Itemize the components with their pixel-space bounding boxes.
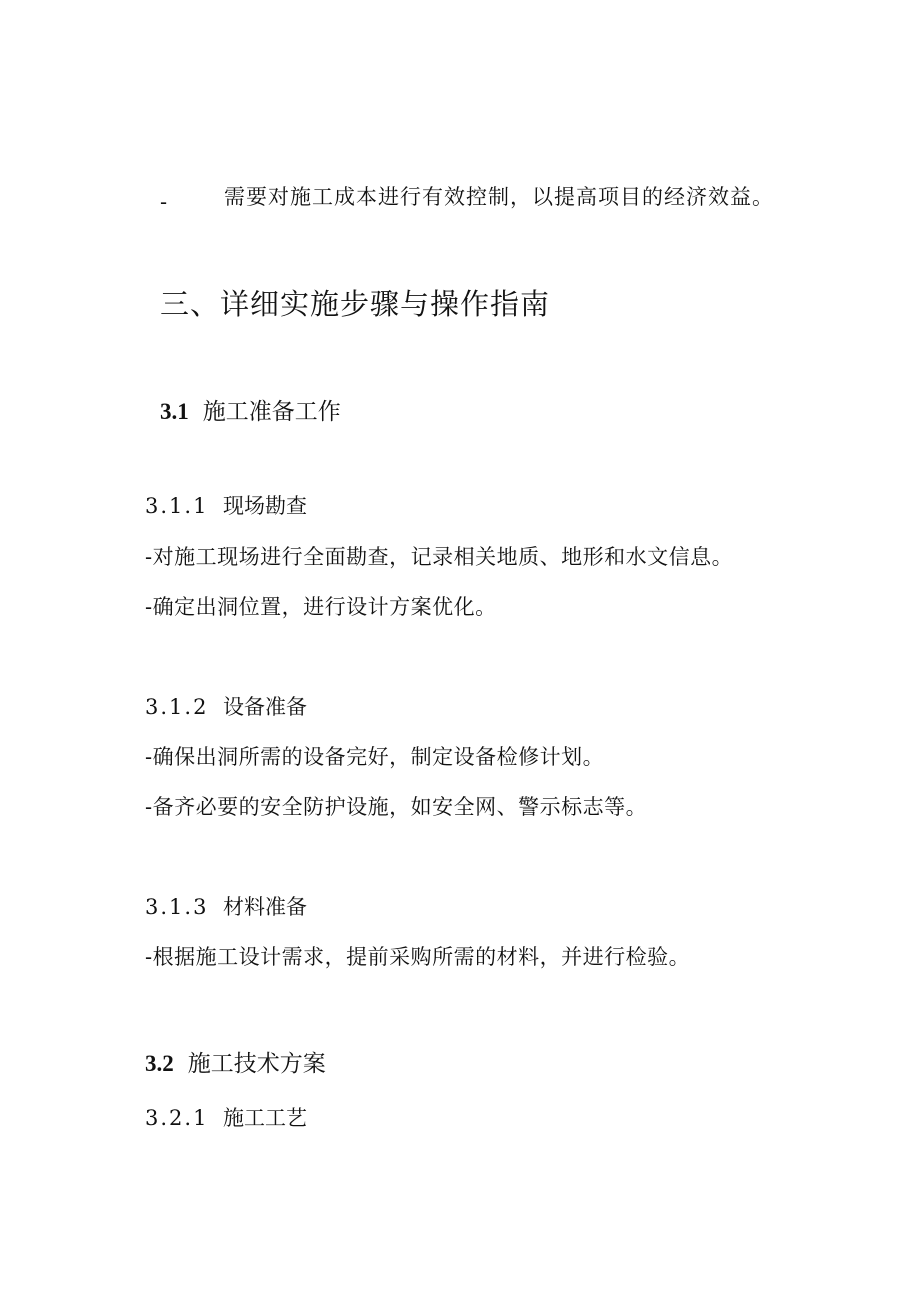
heading-title: 施工技术方案 <box>187 1051 326 1077</box>
subsection-heading-3-2 <box>145 1052 326 1076</box>
heading-number: 3.2 <box>145 1051 174 1076</box>
subsection-heading-3-1 <box>160 400 341 424</box>
subsubsection-heading-3-1-2 <box>145 697 307 718</box>
heading-title: 施工工艺 <box>223 1106 307 1130</box>
list-item: -确定出洞位置，进行设计方案优化。 <box>145 595 497 619</box>
heading-number: 3.1.1 <box>145 494 209 518</box>
heading-number: 3.2.1 <box>145 1106 209 1130</box>
bullet-dash: - <box>160 190 168 214</box>
heading-title: 材料准备 <box>223 895 307 919</box>
intro-paragraph: 需要对施工成本进行有效控制，以提高项目的经济效益。 <box>224 185 774 209</box>
list-item: -对施工现场进行全面勘查，记录相关地质、地形和水文信息。 <box>145 545 734 569</box>
heading-title: 现场勘查 <box>223 494 307 518</box>
subsubsection-heading-3-1-3 <box>145 897 307 918</box>
heading-title: 设备准备 <box>223 695 307 719</box>
subsubsection-heading-3-2-1 <box>145 1108 307 1129</box>
heading-number: 3.1.2 <box>145 695 209 719</box>
list-item: -确保出洞所需的设备完好，制定设备检修计划。 <box>145 745 605 769</box>
heading-number: 3.1.3 <box>145 895 209 919</box>
subsubsection-heading-3-1-1 <box>145 496 307 517</box>
heading-number: 3.1 <box>160 399 189 424</box>
heading-title: 施工准备工作 <box>202 399 341 425</box>
section-heading: 三、详细实施步骤与操作指南 <box>160 287 551 321</box>
list-item: -根据施工设计需求，提前采购所需的材料，并进行检验。 <box>145 945 691 969</box>
list-item: -备齐必要的安全防护设施，如安全网、警示标志等。 <box>145 795 648 819</box>
